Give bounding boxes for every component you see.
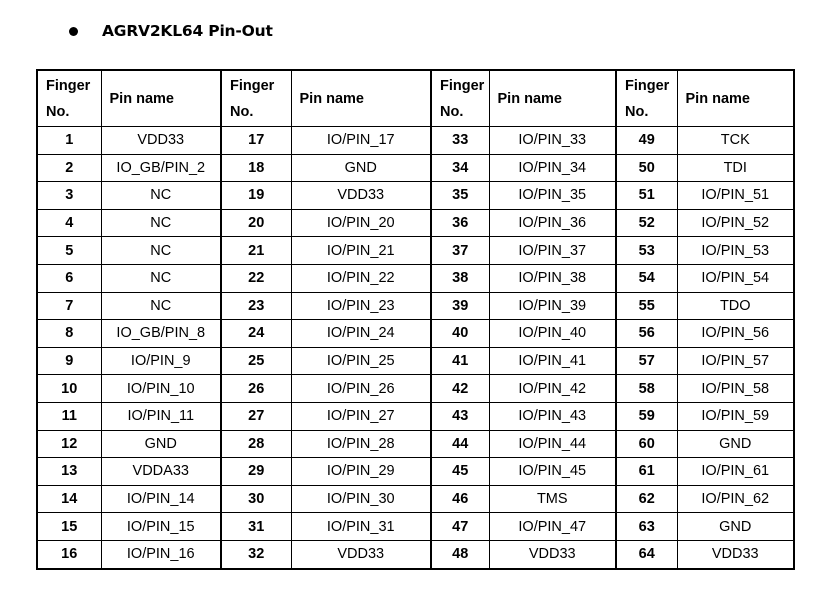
finger-number-cell: 8 (37, 320, 101, 348)
finger-number-cell: 37 (431, 237, 489, 265)
finger-number-cell: 16 (37, 540, 101, 568)
finger-number-cell: 39 (431, 292, 489, 320)
finger-no-header: Finger No. (221, 70, 291, 127)
pin-name-cell: IO/PIN_58 (677, 375, 794, 403)
finger-number-cell: 30 (221, 485, 291, 513)
pin-name-cell: NC (101, 264, 221, 292)
finger-number-cell: 47 (431, 513, 489, 541)
pin-name-header: Pin name (489, 70, 616, 127)
finger-number-cell: 34 (431, 154, 489, 182)
pin-name-cell: IO/PIN_20 (291, 209, 431, 237)
pin-name-cell: NC (101, 237, 221, 265)
pin-name-cell: IO/PIN_44 (489, 430, 616, 458)
pin-name-cell: IO_GB/PIN_8 (101, 320, 221, 348)
pin-name-cell: IO/PIN_11 (101, 402, 221, 430)
pin-name-header: Pin name (101, 70, 221, 127)
finger-number-cell: 36 (431, 209, 489, 237)
pin-name-cell: IO/PIN_14 (101, 485, 221, 513)
finger-number-cell: 18 (221, 154, 291, 182)
finger-number-cell: 61 (616, 458, 677, 486)
finger-number-cell: 2 (37, 154, 101, 182)
table-row (37, 292, 794, 320)
pin-name-cell: IO/PIN_34 (489, 154, 616, 182)
pin-name-header: Pin name (291, 70, 431, 127)
finger-number-cell: 43 (431, 402, 489, 430)
pin-name-cell: VDD33 (291, 182, 431, 210)
finger-number-cell: 55 (616, 292, 677, 320)
pin-name-cell: IO/PIN_25 (291, 347, 431, 375)
pin-name-cell: VDD33 (291, 540, 431, 568)
table-row (37, 375, 794, 403)
pin-name-cell: VDDA33 (101, 458, 221, 486)
pin-name-cell: IO/PIN_36 (489, 209, 616, 237)
pin-name-cell: IO/PIN_41 (489, 347, 616, 375)
pin-name-header: Pin name (677, 70, 794, 127)
section-heading (69, 18, 273, 44)
finger-number-cell: 54 (616, 264, 677, 292)
finger-number-cell: 51 (616, 182, 677, 210)
finger-number-cell: 24 (221, 320, 291, 348)
pin-name-cell: TDO (677, 292, 794, 320)
table-row (37, 347, 794, 375)
pin-name-cell: IO/PIN_52 (677, 209, 794, 237)
finger-number-cell: 11 (37, 402, 101, 430)
pin-name-cell: IO/PIN_57 (677, 347, 794, 375)
pin-name-cell: IO/PIN_56 (677, 320, 794, 348)
table-row (37, 182, 794, 210)
pin-name-cell: IO/PIN_33 (489, 127, 616, 155)
table-row (37, 320, 794, 348)
pin-name-cell: NC (101, 292, 221, 320)
pin-name-cell: IO/PIN_24 (291, 320, 431, 348)
finger-number-cell: 29 (221, 458, 291, 486)
finger-number-cell: 42 (431, 375, 489, 403)
pin-name-cell: IO/PIN_21 (291, 237, 431, 265)
finger-number-cell: 53 (616, 237, 677, 265)
pin-name-cell: IO/PIN_38 (489, 264, 616, 292)
finger-no-header: Finger No. (37, 70, 101, 127)
pin-name-cell: IO/PIN_27 (291, 402, 431, 430)
pin-name-cell: IO/PIN_53 (677, 237, 794, 265)
bullet-icon (69, 27, 78, 36)
finger-number-cell: 64 (616, 540, 677, 568)
pin-name-cell: IO/PIN_37 (489, 237, 616, 265)
pin-name-cell: TCK (677, 127, 794, 155)
pin-name-cell: GND (677, 430, 794, 458)
pin-name-cell: IO/PIN_54 (677, 264, 794, 292)
finger-number-cell: 12 (37, 430, 101, 458)
pin-name-cell: GND (291, 154, 431, 182)
finger-number-cell: 6 (37, 264, 101, 292)
pinout-table (36, 69, 795, 570)
finger-number-cell: 15 (37, 513, 101, 541)
finger-number-cell: 1 (37, 127, 101, 155)
finger-number-cell: 20 (221, 209, 291, 237)
finger-number-cell: 59 (616, 402, 677, 430)
finger-number-cell: 4 (37, 209, 101, 237)
finger-number-cell: 38 (431, 264, 489, 292)
finger-number-cell: 46 (431, 485, 489, 513)
pin-name-cell: IO/PIN_59 (677, 402, 794, 430)
finger-number-cell: 52 (616, 209, 677, 237)
pin-name-cell: IO/PIN_29 (291, 458, 431, 486)
finger-number-cell: 45 (431, 458, 489, 486)
finger-number-cell: 57 (616, 347, 677, 375)
pin-name-cell: IO/PIN_10 (101, 375, 221, 403)
table-row (37, 540, 794, 568)
finger-number-cell: 49 (616, 127, 677, 155)
finger-number-cell: 58 (616, 375, 677, 403)
pin-name-cell: IO/PIN_45 (489, 458, 616, 486)
table-row (37, 264, 794, 292)
pin-name-cell: IO/PIN_17 (291, 127, 431, 155)
pin-name-cell: VDD33 (101, 127, 221, 155)
finger-number-cell: 5 (37, 237, 101, 265)
pin-name-cell: IO/PIN_31 (291, 513, 431, 541)
pin-name-cell: NC (101, 209, 221, 237)
finger-number-cell: 40 (431, 320, 489, 348)
finger-number-cell: 7 (37, 292, 101, 320)
finger-number-cell: 3 (37, 182, 101, 210)
pin-name-cell: IO/PIN_23 (291, 292, 431, 320)
table-row (37, 237, 794, 265)
pin-name-cell: IO/PIN_40 (489, 320, 616, 348)
finger-number-cell: 19 (221, 182, 291, 210)
pin-name-cell: IO/PIN_22 (291, 264, 431, 292)
finger-number-cell: 31 (221, 513, 291, 541)
table-row (37, 430, 794, 458)
finger-number-cell: 35 (431, 182, 489, 210)
header-row (37, 70, 794, 127)
pin-name-cell: IO/PIN_47 (489, 513, 616, 541)
pin-name-cell: IO/PIN_61 (677, 458, 794, 486)
finger-number-cell: 60 (616, 430, 677, 458)
finger-number-cell: 56 (616, 320, 677, 348)
table-row (37, 402, 794, 430)
finger-number-cell: 62 (616, 485, 677, 513)
finger-number-cell: 28 (221, 430, 291, 458)
finger-number-cell: 32 (221, 540, 291, 568)
finger-number-cell: 10 (37, 375, 101, 403)
finger-number-cell: 26 (221, 375, 291, 403)
pin-name-cell: VDD33 (677, 540, 794, 568)
finger-number-cell: 21 (221, 237, 291, 265)
table-row (37, 485, 794, 513)
finger-number-cell: 41 (431, 347, 489, 375)
finger-no-header: Finger No. (431, 70, 489, 127)
table-row (37, 209, 794, 237)
finger-number-cell: 50 (616, 154, 677, 182)
pin-name-cell: IO/PIN_35 (489, 182, 616, 210)
pin-name-cell: GND (677, 513, 794, 541)
pin-name-cell: IO/PIN_26 (291, 375, 431, 403)
table-row (37, 127, 794, 155)
pin-name-cell: IO/PIN_43 (489, 402, 616, 430)
pin-name-cell: NC (101, 182, 221, 210)
pin-name-cell: IO/PIN_28 (291, 430, 431, 458)
pin-name-cell: IO_GB/PIN_2 (101, 154, 221, 182)
pin-name-cell: TMS (489, 485, 616, 513)
pin-name-cell: IO/PIN_16 (101, 540, 221, 568)
pin-name-cell: IO/PIN_42 (489, 375, 616, 403)
finger-number-cell: 13 (37, 458, 101, 486)
finger-no-header: Finger No. (616, 70, 677, 127)
table-row (37, 154, 794, 182)
finger-number-cell: 33 (431, 127, 489, 155)
table-row (37, 513, 794, 541)
pin-name-cell: VDD33 (489, 540, 616, 568)
finger-number-cell: 63 (616, 513, 677, 541)
finger-number-cell: 14 (37, 485, 101, 513)
pin-name-cell: IO/PIN_39 (489, 292, 616, 320)
pin-name-cell: GND (101, 430, 221, 458)
finger-number-cell: 44 (431, 430, 489, 458)
pin-name-cell: TDI (677, 154, 794, 182)
pin-name-cell: IO/PIN_9 (101, 347, 221, 375)
finger-number-cell: 17 (221, 127, 291, 155)
pin-name-cell: IO/PIN_30 (291, 485, 431, 513)
finger-number-cell: 25 (221, 347, 291, 375)
pin-name-cell: IO/PIN_51 (677, 182, 794, 210)
table-row (37, 458, 794, 486)
finger-number-cell: 9 (37, 347, 101, 375)
page-title: AGRV2KL64 Pin-Out (102, 22, 273, 40)
pinout-table-body (37, 127, 794, 569)
finger-number-cell: 23 (221, 292, 291, 320)
finger-number-cell: 48 (431, 540, 489, 568)
pin-name-cell: IO/PIN_15 (101, 513, 221, 541)
finger-number-cell: 22 (221, 264, 291, 292)
finger-number-cell: 27 (221, 402, 291, 430)
pin-name-cell: IO/PIN_62 (677, 485, 794, 513)
